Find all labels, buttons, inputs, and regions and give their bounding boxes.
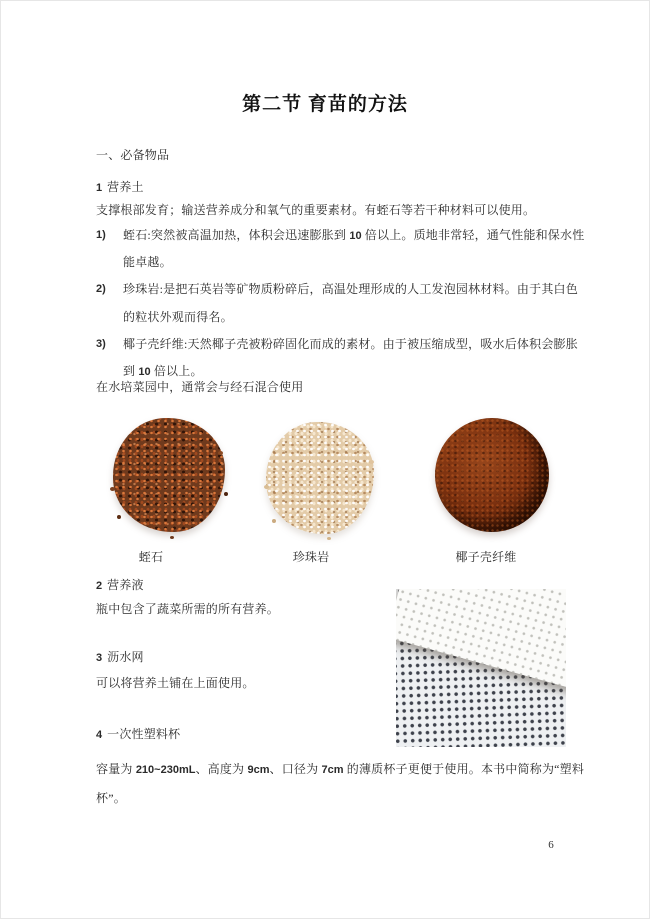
list-item-text: 椰子壳纤维:天然椰子壳被粉碎固化而成的素材。由于被压缩成型，吸水后体积会膨胀 到 10 倍以上。 [123,336,578,378]
paragraph-nutrient-soil: 支撑根部发育；输送营养成分和氧气的重要素材。有蛭石等若干种材料可以使用。 [96,203,536,217]
list-item [96,276,576,330]
perlite-pile [266,422,374,534]
subheading-number: 1 [96,182,103,194]
perlite-image [260,417,381,541]
coir-disc [435,418,549,532]
page-number: 6 [548,839,554,851]
grain-speck [218,451,223,455]
grain-speck [327,537,331,540]
subheading-nutrient-soil [96,180,144,196]
subheading-label: 沥水网 [107,650,144,664]
paragraph-drain-mesh: 可以将营养土铺在上面使用。 [96,676,255,690]
page-title: 第二节 育苗的方法 [242,94,408,115]
subheading-number: 4 [96,729,103,741]
subheading-number: 2 [96,580,103,592]
list-marker: 2) [96,283,106,296]
paragraph-nutrient-solution: 瓶中包含了蔬菜所需的所有营养。 [96,602,280,616]
list-marker: 3) [96,337,106,350]
subheading-number: 3 [96,652,103,664]
grain-speck [264,485,269,489]
grain-speck [224,492,228,496]
subheading-label: 营养液 [107,578,144,592]
grain-speck [110,487,115,491]
paragraph-plastic-cup: 容量为 210~230mL、高度为 9cm、口径为 7cm 的薄质杯子更便于使用。本书中简称为“塑料 杯”。 [96,762,585,805]
coconut-coir-image [430,413,553,537]
list-item [96,222,585,276]
subheading-label: 营养土 [107,180,144,194]
vermiculite-pile [113,418,225,532]
materials-list [96,222,585,385]
subheading-label: 一次性塑料杯 [107,727,181,741]
vermiculite-image [107,413,233,540]
section-heading: 一、必备物品 [96,148,170,162]
drain-mesh-image [396,589,566,747]
caption-coconut-coir: 椰子壳纤维 [455,550,517,564]
caption-vermiculite: 蛭石 [138,550,164,564]
note-paragraph: 在水培菜园中，通常会与经石混合使用 [96,380,304,394]
grain-speck [272,519,276,523]
list-item-text: 蛭石:突然被高温加热，体积会迅速膨胀到 10 倍以上。质地非常轻，通气性能和保水性 能卓越。 [123,228,585,270]
grain-speck [117,515,121,519]
list-item-text: 珍珠岩:是把石英岩等矿物质粉碎后，高温处理形成的人工发泡园林材料。由于其白色 的粒状外观而得名。 [123,282,578,324]
list-marker: 1) [96,229,106,241]
subheading-plastic-cup [96,727,180,743]
list-item [96,331,576,385]
caption-perlite: 珍珠岩 [292,550,330,564]
subheading-nutrient-solution [96,578,144,594]
subheading-drain-mesh [96,650,144,666]
grain-speck [170,536,174,539]
